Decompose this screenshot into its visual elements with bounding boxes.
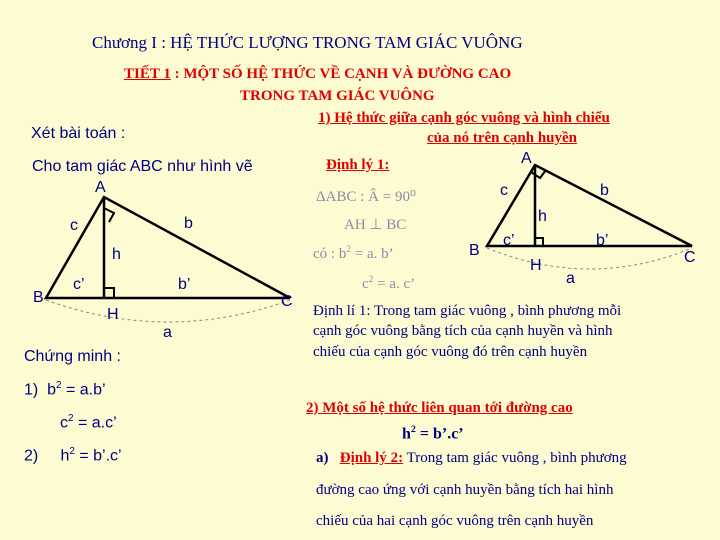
right-label-B: B — [469, 242, 480, 259]
left-right-angle-mark-h — [104, 288, 114, 298]
chapter-title: Chương I : HỆ THỨC LƯỢNG TRONG TAM GIÁC VUÔNG — [92, 33, 523, 52]
theorem1-text-line2: cạnh góc vuông bằng tích của cạnh huyền và hình — [313, 323, 613, 339]
left-label-a: a — [163, 324, 172, 341]
left-triangle-figure — [46, 197, 290, 322]
left-label-h: h — [112, 246, 121, 263]
theorem2-line2: đường cao ứng với cạnh huyền bằng tích hai hình — [316, 482, 614, 498]
right-label-a: a — [566, 270, 575, 287]
theorem1-given1: ΔABC : Â = 90⁰ — [316, 189, 416, 205]
left-right-angle-mark-a — [104, 208, 114, 222]
section2-heading: 2) Một số hệ thức liên quan tới đường cao — [306, 400, 573, 416]
left-label-C: C — [281, 293, 293, 310]
right-label-A: A — [521, 150, 532, 167]
lesson-title-line1 — [124, 66, 511, 83]
left-label-b: b — [184, 215, 193, 232]
lesson-tiet: TIẾT 1 — [124, 66, 171, 82]
section1-heading-line1: 1) Hệ thức giữa cạnh góc vuông và hình chiếu — [318, 110, 610, 126]
right-label-c: c — [500, 182, 508, 199]
theorem1-text-line3: chiếu của cạnh góc vuông đó trên cạnh huyền — [313, 344, 588, 360]
theorem1-given2: AH ⊥ BC — [344, 217, 407, 233]
right-label-C: C — [684, 249, 696, 266]
left-label-b-prime: b’ — [178, 276, 191, 293]
left-label-c-prime: c’ — [73, 276, 85, 293]
proof-item-2: 2) $h^2$ = b’.c’ — [24, 446, 122, 465]
problem-intro: Xét bài toán : — [31, 125, 126, 142]
left-label-c: c — [70, 217, 78, 234]
left-hypotenuse-brace — [46, 300, 290, 322]
right-label-b-prime: b’ — [596, 232, 609, 249]
right-right-angle-mark-a — [531, 170, 546, 178]
proof-heading: Chứng minh : — [24, 348, 121, 365]
right-label-H: H — [530, 257, 542, 274]
theorem1-result2: $c^2 = a$. c’ — [362, 275, 416, 292]
section1-heading-line2: của nó trên cạnh huyền — [427, 130, 578, 146]
right-triangle-figure — [487, 165, 692, 269]
right-label-b: b — [600, 182, 609, 199]
left-label-A: A — [95, 179, 106, 196]
theorem1-result1: có : $b^2 = a$. b’ — [313, 245, 394, 262]
right-triangle — [487, 165, 692, 246]
proof-item-1b: $c^2 = a.c$’ — [60, 413, 117, 432]
lesson-title-text: : MỘT SỐ HỆ THỨC VỀ CẠNH VÀ ĐƯỜNG CAO — [170, 66, 512, 82]
section2-formula: $h^2$ = b’.c’ — [402, 424, 464, 443]
left-label-H: H — [107, 306, 119, 323]
theorem1-label: Định lý 1: — [326, 157, 390, 173]
theorem1-text-line1: Định lí 1: Trong tam giác vuông , bình phương mỗi — [313, 303, 622, 319]
problem-statement: Cho tam giác ABC như hình vẽ — [32, 158, 253, 175]
right-label-h: h — [538, 208, 547, 225]
proof-item-1: 1) $b^2 = a.b$’ — [24, 380, 106, 399]
right-hypotenuse-brace — [487, 248, 692, 269]
left-label-B: B — [33, 289, 44, 306]
theorem2-line3: chiếu của hai cạnh góc vuông trên cạnh huyền — [316, 513, 594, 529]
theorem2-line1: a) Định lý 2: Trong tam giác vuông , bình phương — [316, 450, 627, 466]
right-label-c-prime: c’ — [503, 232, 515, 249]
lesson-title-line2: TRONG TAM GIÁC VUÔNG — [240, 88, 435, 104]
